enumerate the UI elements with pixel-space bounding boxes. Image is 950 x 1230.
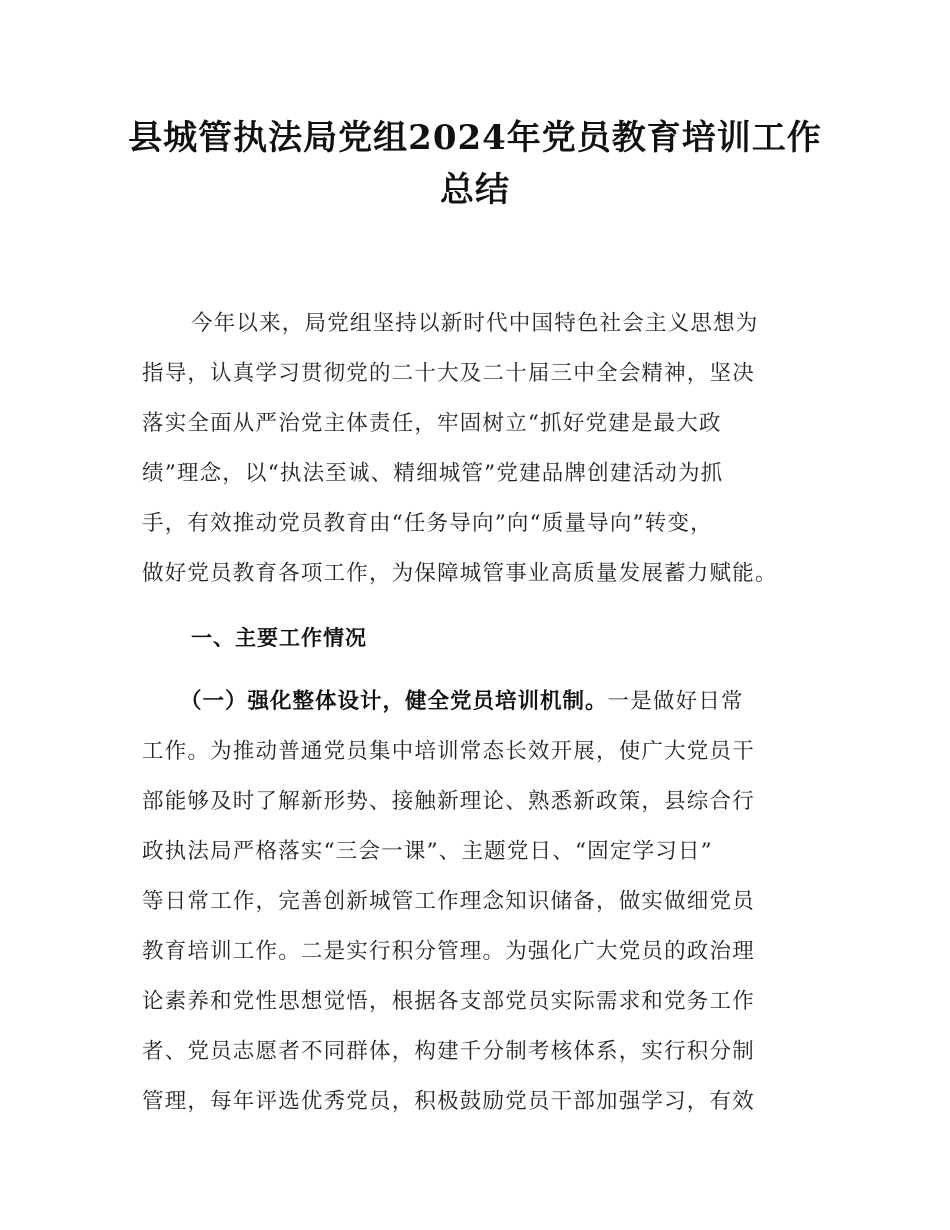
subsection-paragraph-line: 者、党员志愿者不同群体，构建千分制考核体系，实行积分制	[142, 1039, 755, 1064]
subsection-lead-text: 一是做好日常	[607, 689, 744, 714]
intro-paragraph-line: 做好党员教育各项工作，为保障城管事业高质量发展蓄力赋能。	[142, 561, 778, 586]
intro-paragraph-line: 手，有效推动党员教育由“任务导向”向“质量导向”转变，	[142, 511, 713, 536]
subsection-heading: （一）强化整体设计，健全党员培训机制。	[180, 689, 608, 714]
section-heading: 一、主要工作情况	[191, 626, 367, 650]
document-title-line-2: 总结	[440, 170, 510, 210]
subsection-paragraph-line: 政执法局严格落实“三会一课”、主题党日、“固定学习日”	[142, 839, 713, 864]
subsection-paragraph-line: 教育培训工作。二是实行积分管理。为强化广大党员的政治理	[142, 939, 755, 964]
document-title-line-1: 县城管执法局党组2024年党员教育培训工作	[128, 118, 822, 158]
intro-paragraph-line: 指导，认真学习贯彻党的二十大及二十届三中全会精神，坚决	[142, 361, 755, 386]
subsection-first-line	[180, 686, 870, 718]
intro-paragraph-line: 绩”理念，以“执法至诚、精细城管”党建品牌创建活动为抓	[142, 461, 724, 486]
subsection-paragraph-line: 部能够及时了解新形势、接触新理论、熟悉新政策，县综合行	[142, 789, 755, 814]
subsection-paragraph-line: 论素养和党性思想觉悟，根据各支部党员实际需求和党务工作	[142, 989, 755, 1014]
subsection-paragraph-line: 等日常工作，完善创新城管工作理念知识储备，做实做细党员	[142, 889, 755, 914]
subsection-paragraph-line: 管理，每年评选优秀党员，积极鼓励党员干部加强学习，有效	[142, 1089, 755, 1114]
intro-paragraph-line: 落实全面从严治党主体责任，牢固树立“抓好党建是最大政	[142, 411, 722, 436]
intro-paragraph-line: 今年以来，局党组坚持以新时代中国特色社会主义思想为	[191, 311, 759, 336]
subsection-paragraph-line: 工作。为推动普通党员集中培训常态长效开展，使广大党员干	[142, 739, 755, 764]
